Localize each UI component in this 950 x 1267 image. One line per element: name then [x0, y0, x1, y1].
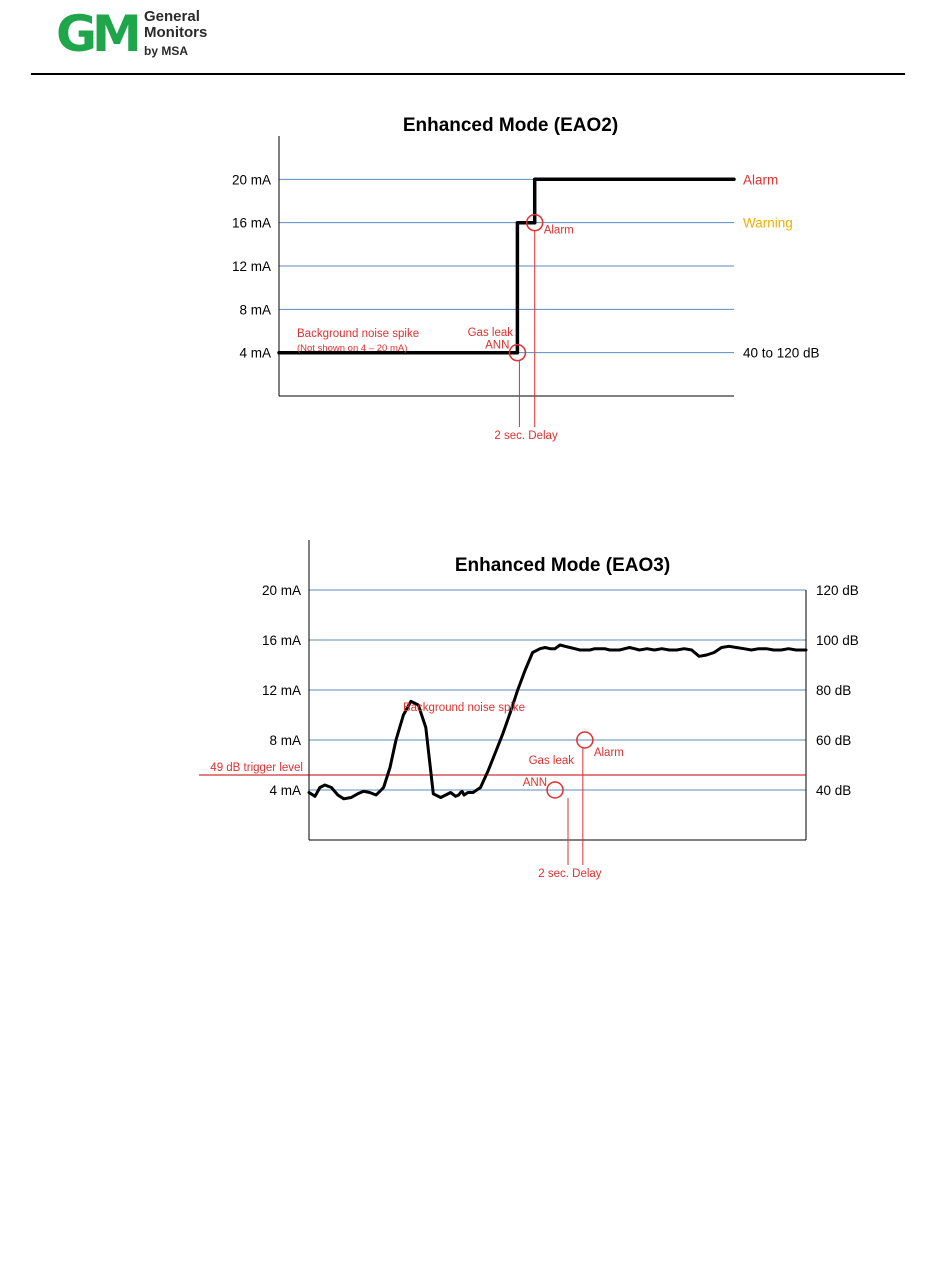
y-tick-label: 4 mA — [269, 783, 301, 798]
gas-leak-label: Gas leak — [467, 327, 513, 339]
chart-title: Enhanced Mode (EAO2) — [402, 115, 619, 136]
chart-eao3 — [0, 540, 950, 890]
y2-tick-label: 120 dB — [816, 583, 859, 598]
y-tick-label: 4 mA — [239, 345, 271, 361]
y-tick-label: 12 mA — [231, 259, 271, 274]
gas-leak-label: Gas leak — [528, 755, 574, 767]
y-tick-label: 8 mA — [269, 733, 301, 748]
alarm-label: Alarm — [593, 747, 624, 759]
logo-line-3: by MSA — [144, 44, 189, 58]
y2-tick-label: 60 dB — [816, 733, 852, 748]
y-tick-label: 16 mA — [231, 215, 271, 231]
y2-tick-label: 40 dB — [816, 783, 852, 798]
header-rule — [31, 73, 905, 75]
chart-eao2 — [0, 100, 950, 450]
y-tick-label: 20 mA — [231, 172, 271, 188]
logo-line-2: Monitors — [144, 24, 208, 41]
delay-label: 2 sec. Delay — [538, 868, 602, 880]
logo — [56, 5, 226, 63]
noise-spike-label: Background noise spike — [297, 328, 420, 340]
y2-tick-label: 80 dB — [816, 683, 852, 698]
y-tick-label: 16 mA — [261, 633, 301, 648]
alarm-label: Alarm — [543, 224, 574, 237]
right-label: 40 to 120 dB — [743, 345, 820, 361]
logo-text — [144, 9, 207, 59]
series-line — [309, 645, 806, 799]
y-tick-label: 20 mA — [261, 583, 301, 598]
noise-spike-label: Background noise spike — [402, 702, 526, 714]
logo-mark: GM — [56, 5, 137, 63]
logo-line-1: General — [144, 8, 200, 25]
noise-spike-sublabel: (Not shown on 4 – 20 mA) — [297, 343, 408, 354]
delay-label: 2 sec. Delay — [494, 430, 558, 442]
right-label: Warning — [743, 215, 793, 231]
trigger-level-label: 49 dB trigger level — [210, 762, 303, 774]
ann-label: ANN — [485, 339, 510, 352]
right-label: Alarm — [743, 172, 779, 188]
y-tick-label: 12 mA — [261, 683, 301, 698]
chart-title: Enhanced Mode (EAO3) — [454, 555, 671, 576]
ann-label: ANN — [522, 777, 548, 789]
y2-tick-label: 100 dB — [816, 633, 859, 648]
y-tick-label: 8 mA — [239, 302, 271, 318]
